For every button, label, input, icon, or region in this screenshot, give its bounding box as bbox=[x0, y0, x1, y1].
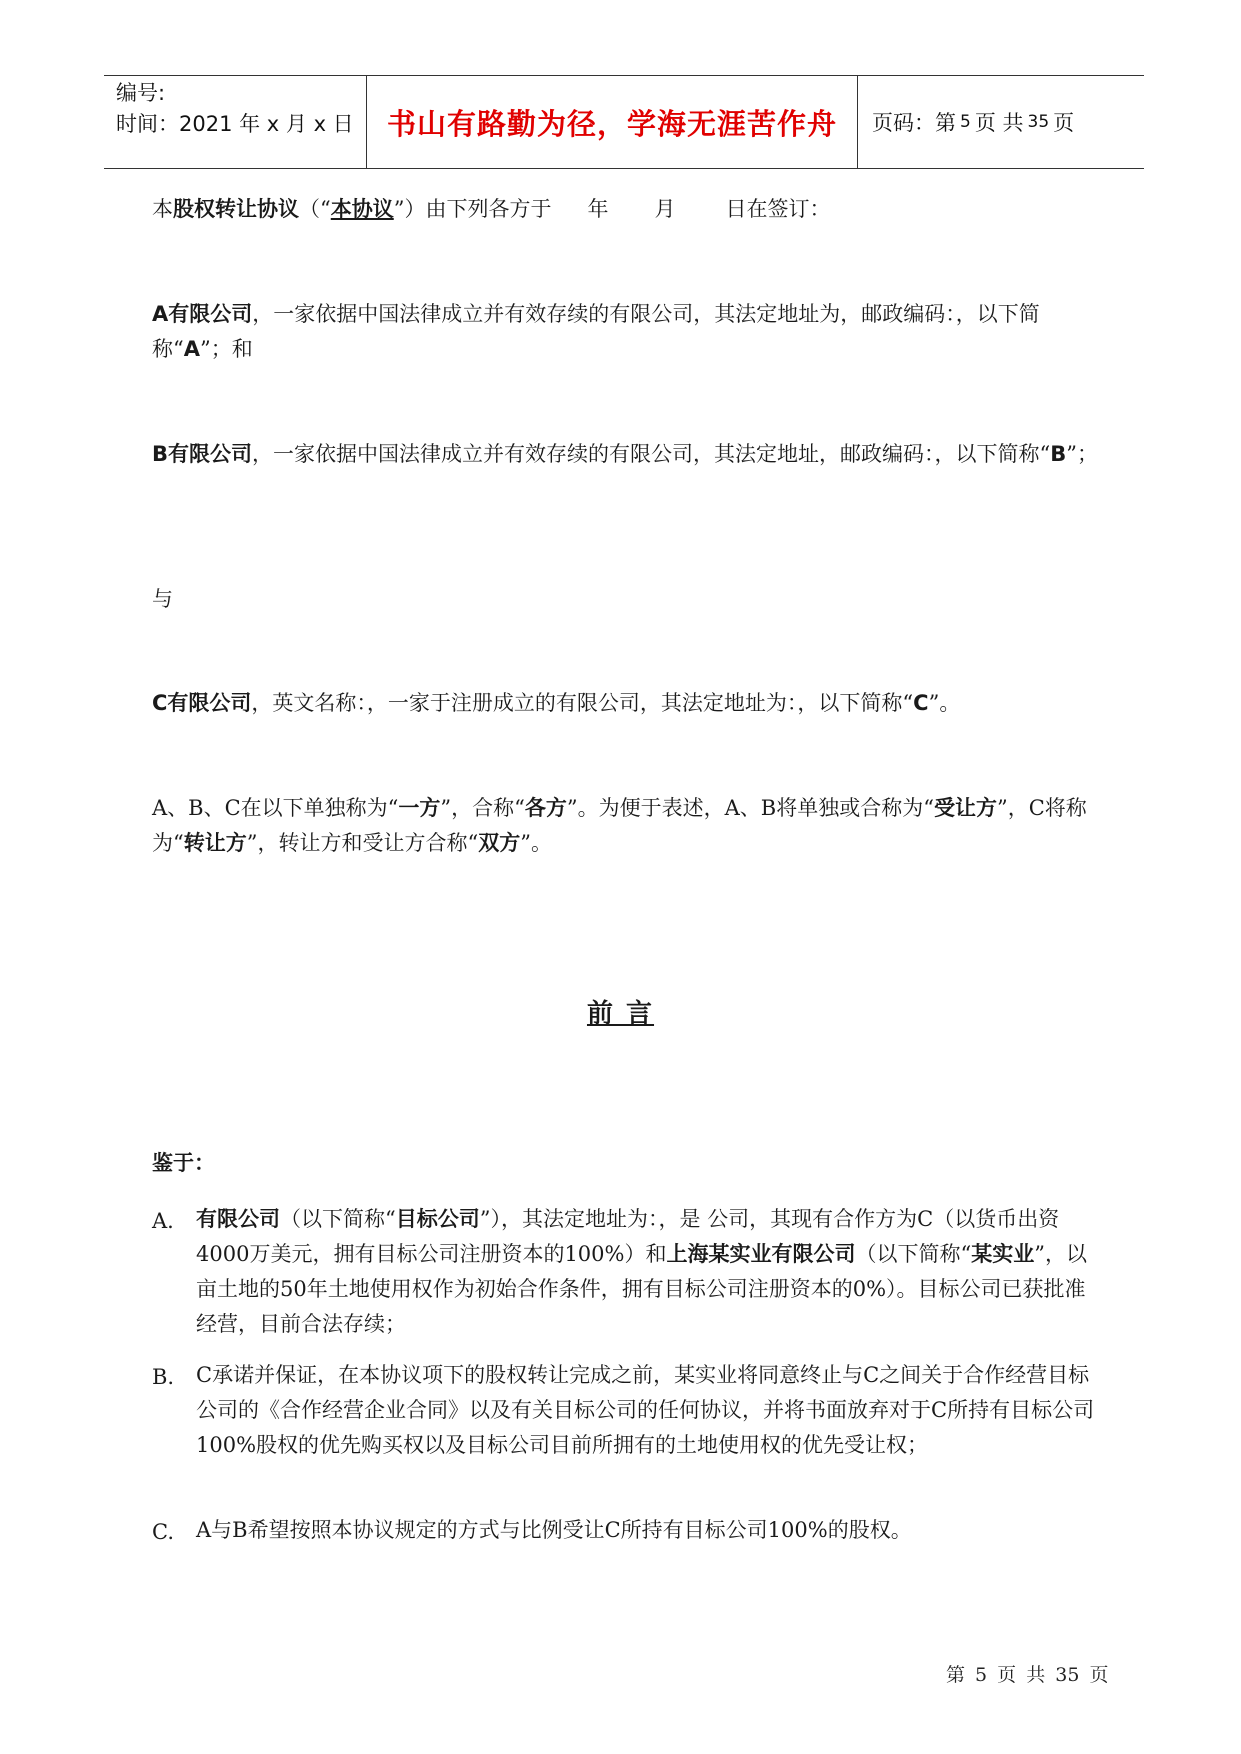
party-c-name: C有限公司 bbox=[152, 691, 252, 715]
def-bold-all-parties: 各方 bbox=[524, 796, 567, 820]
party-a-end: ”；和 bbox=[200, 337, 253, 361]
def-text-1: A、B、C在以下单独称为“ bbox=[152, 796, 399, 820]
def-text-5: ”，转让方和受让方合称“ bbox=[246, 831, 479, 855]
party-b-short: B bbox=[1050, 442, 1067, 466]
item-b-text: C承诺并保证，在本协议项下的股权转让完成之前，某实业将同意终止与C之间关于合作经营目标公司的《合作经营企业合同》以及有关目标公司的任何协议，并将书面放弃对于C所持有目标公司100%股权的优先购买权以及目标公司目前所拥有的土地使用权的优先受让权； bbox=[196, 1363, 1095, 1457]
intro-before: 本 bbox=[152, 197, 173, 221]
party-c-paragraph bbox=[152, 686, 1104, 721]
page-suffix: 页 bbox=[1053, 111, 1075, 135]
intro-bold-agreement: 本协议 bbox=[330, 197, 394, 221]
party-b-name: B有限公司 bbox=[152, 442, 253, 466]
def-bold-transferee: 受让方 bbox=[933, 796, 997, 820]
intro-paragraph bbox=[152, 192, 1104, 227]
page-footer: 第 5 页 共 35 页 bbox=[946, 1664, 1109, 1686]
document-time: 时间：2021 年 x 月 x 日 bbox=[116, 112, 354, 136]
def-bold-both-parties: 双方 bbox=[478, 831, 521, 855]
intro-year: 年 bbox=[587, 197, 609, 221]
intro-after: ”）由下列各方于 bbox=[393, 197, 552, 221]
whereas-item-b bbox=[152, 1358, 1104, 1463]
item-a-text-3: （以下简称“ bbox=[855, 1242, 972, 1266]
page-total: 35 bbox=[1027, 112, 1050, 132]
page-header bbox=[104, 75, 1144, 169]
item-marker: A. bbox=[152, 1209, 174, 1233]
item-a-bold-industry: 某实业 bbox=[971, 1242, 1035, 1266]
whereas-item-a bbox=[152, 1202, 1104, 1342]
party-c-text: ，英文名称：，一家于注册成立的有限公司，其法定地址为：，以下简称“ bbox=[251, 691, 914, 715]
item-c-text: A与B希望按照本协议规定的方式与比例受让C所持有目标公司100%的股权。 bbox=[196, 1518, 912, 1542]
def-text-2: ”，合称“ bbox=[440, 796, 525, 820]
item-a-bold-shanghai: 上海某实业有限公司 bbox=[666, 1242, 856, 1266]
whereas-item-c bbox=[152, 1513, 1104, 1548]
party-b-paragraph bbox=[152, 437, 1104, 472]
page-mid: 页 共 bbox=[974, 111, 1024, 135]
page-prefix: 页码：第 bbox=[872, 111, 956, 135]
party-c-end: ”。 bbox=[928, 691, 961, 715]
item-marker: C. bbox=[152, 1520, 174, 1544]
def-text-6: ”。 bbox=[520, 831, 552, 855]
header-page-number bbox=[858, 76, 1144, 168]
item-a-text-1: （以下简称“ bbox=[280, 1207, 396, 1231]
item-a-bold-target: 目标公司 bbox=[395, 1207, 480, 1231]
item-marker: B. bbox=[152, 1365, 175, 1389]
definitions-paragraph bbox=[152, 791, 1104, 861]
intro-month: 月 bbox=[654, 197, 676, 221]
def-bold-transferor: 转让方 bbox=[183, 831, 247, 855]
intro-end: 日在签订： bbox=[725, 197, 831, 221]
preface-title: 前 言 bbox=[586, 999, 655, 1029]
party-a-name: A有限公司 bbox=[152, 302, 253, 326]
def-text-3: ”。为便于表述，A、B将单独或合称为“ bbox=[566, 796, 934, 820]
def-text-4: ”，C将称为“ bbox=[152, 796, 1087, 855]
header-info bbox=[104, 76, 367, 168]
party-b-text: ，一家依据中国法律成立并有效存续的有限公司，其法定地址，邮政编码：，以下简称“ bbox=[252, 442, 1051, 466]
party-b-end: ”； bbox=[1066, 442, 1099, 466]
intro-bold-title: 股权转让协议 bbox=[173, 197, 299, 221]
party-a-paragraph bbox=[152, 297, 1104, 367]
document-number-label: 编号: bbox=[116, 81, 166, 105]
whereas-heading: 鉴于： bbox=[152, 1151, 215, 1175]
intro-open: （“ bbox=[299, 197, 331, 221]
and-word: 与 bbox=[152, 587, 173, 611]
def-bold-one-party: 一方 bbox=[398, 796, 441, 820]
header-motto: 书山有路勤为径，学海无涯苦作舟 bbox=[367, 76, 858, 168]
item-a-text-2: ”），其法定地址为：，是 公司，其现有合作方为C（以货币出资4000万美元，拥有目标公司注册资本的100%）和 bbox=[196, 1207, 1060, 1266]
item-a-text-4: ”，以 亩土地的50年土地使用权作为初始合作条件，拥有目标公司注册资本的0%）。目标公司已获批准经营，目前合法存续； bbox=[196, 1242, 1087, 1336]
party-a-text: ，一家依据中国法律成立并有效存续的有限公司，其法定地址为，邮政编码：，以下简称“ bbox=[152, 302, 1040, 361]
party-c-short: C bbox=[913, 691, 929, 715]
page-num: 5 bbox=[960, 112, 971, 132]
party-a-short: A bbox=[183, 337, 201, 361]
item-a-bold-company: 有限公司 bbox=[196, 1207, 280, 1231]
